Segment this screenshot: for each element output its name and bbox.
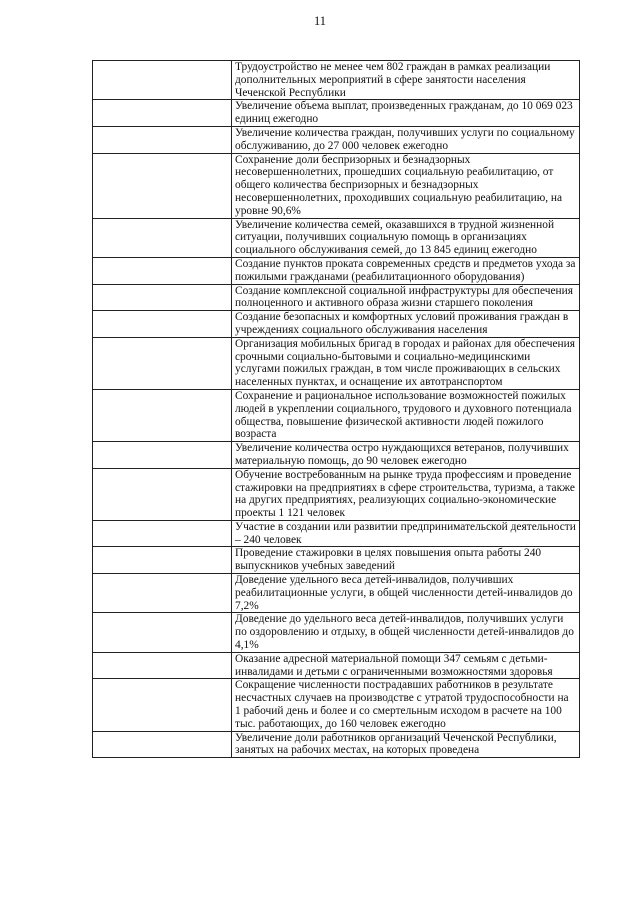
right-cell <box>232 520 580 547</box>
left-cell <box>93 520 232 547</box>
outcome-text: Увеличение объема выплат, произведенных гражданам, до 10 069 023 единиц ежегодно <box>235 100 573 126</box>
left-cell <box>93 679 232 731</box>
left-cell <box>93 311 232 338</box>
outcomes-table-body <box>93 61 580 758</box>
right-cell <box>232 284 580 311</box>
right-cell <box>232 126 580 153</box>
left-cell <box>93 257 232 284</box>
table-row <box>93 613 580 652</box>
right-cell <box>232 652 580 679</box>
outcome-text: Организация мобильных бригад в городах и районах для обеспечения срочными социально-бытовыми и социально-медицинскими услугами пожилых граждан, в том числе проживающих в сельских населенных пунктах, и оснащение их автотранспортом <box>235 337 575 389</box>
table-row <box>93 468 580 520</box>
left-cell <box>93 61 232 100</box>
outcome-text: Доведение удельного веса детей-инвалидов, получивших реабилитационные услуги, в общей численности детей-инвалидов до 7,2% <box>235 574 573 612</box>
outcomes-table <box>92 60 580 758</box>
right-cell <box>232 468 580 520</box>
right-cell <box>232 547 580 574</box>
table-row <box>93 153 580 218</box>
table-row <box>93 218 580 257</box>
outcome-text: Сокращение численности пострадавших работников в результате несчастных случаев на производстве с утратой трудоспособности на 1 рабочий день и более и со смертельным исходом в расчете на 100 тыс. работающих, до 160 человек ежегодно <box>235 679 569 730</box>
left-cell <box>93 389 232 441</box>
outcome-text: Доведение до удельного веса детей-инвалидов, получивших услуги по оздоровлению и отдыху, в общей численности детей-инвалидов до 4,1% <box>235 613 574 652</box>
table-row <box>93 547 580 574</box>
table-row <box>93 100 580 127</box>
table-row <box>93 284 580 311</box>
right-cell <box>232 389 580 441</box>
right-cell <box>232 61 580 100</box>
table-row <box>93 311 580 338</box>
left-cell <box>93 284 232 311</box>
left-cell <box>93 613 232 652</box>
table-row <box>93 257 580 284</box>
outcome-text: Сохранение доли беспризорных и безнадзорных несовершеннолетних, прошедших социальную реабилитацию, от общего количества беспризорных и безнадзорных несовершеннолетних, проходивших социальную реабилитацию, на уровне 90,6% <box>235 153 563 217</box>
outcome-text: Создание комплексной социальной инфраструктуры для обеспечения полноценного и активного образа жизни старшего поколения <box>235 284 573 310</box>
right-cell <box>232 153 580 218</box>
right-cell <box>232 613 580 652</box>
left-cell <box>93 652 232 679</box>
outcome-text: Увеличение количества граждан, получивших услуги по социальному обслуживанию, до 27 000 человек ежегодно <box>235 126 575 152</box>
right-cell <box>232 574 580 613</box>
left-cell <box>93 337 232 389</box>
outcome-text: Увеличение доли работников организаций Чеченской Республики, занятых на рабочих местах, на которых проведена <box>235 731 557 757</box>
right-cell <box>232 679 580 731</box>
table-row <box>93 61 580 100</box>
left-cell <box>93 731 232 758</box>
left-cell <box>93 547 232 574</box>
right-cell <box>232 731 580 758</box>
right-cell <box>232 257 580 284</box>
right-cell <box>232 100 580 127</box>
outcome-text: Увеличение количества остро нуждающихся ветеранов, получивших материальную помощь, до 90 человек ежегодно <box>235 442 569 467</box>
outcome-text: Создание безопасных и комфортных условий проживания граждан в учреждениях социального обслуживания населения <box>235 311 569 336</box>
left-cell <box>93 126 232 153</box>
outcome-text: Трудоустройство не менее чем 802 граждан в рамках реализации дополнительных мероприятий в сфере занятости населения Чеченской Республики <box>235 61 551 99</box>
right-cell <box>232 311 580 338</box>
right-cell <box>232 218 580 257</box>
outcome-text: Сохранение и рациональное использование возможностей пожилых людей в укреплении социального, трудового и духовного потенциала общества, повышение физической активности людей пожилого возраста <box>235 389 572 441</box>
outcome-text: Создание пунктов проката современных средств и предметов ухода за пожилыми гражданами (реабилитационного оборудования) <box>235 257 576 283</box>
left-cell <box>93 218 232 257</box>
left-cell <box>93 574 232 613</box>
table-row <box>93 574 580 613</box>
left-cell <box>93 153 232 218</box>
outcome-text: Обучение востребованным на рынке труда профессиям и проведение стажировки на предприятиях в сфере строительства, туризма, а также на других предприятиях, реализующих социально-экономические проекты 1 121 человек <box>235 468 575 520</box>
table-row <box>93 520 580 547</box>
outcome-text: Проведение стажировки в целях повышения опыта работы 240 выпускников учебных заведений <box>235 547 542 573</box>
table-row <box>93 652 580 679</box>
page-number: 11 <box>313 14 327 28</box>
outcome-text: Увеличение количества семей, оказавшихся в трудной жизненной ситуации, получивших социальную помощь в организациях социального обслуживания семей, до 13 845 единиц ежегодно <box>235 218 555 257</box>
right-cell <box>232 337 580 389</box>
table-row <box>93 679 580 731</box>
right-cell <box>232 442 580 469</box>
table-row <box>93 337 580 389</box>
left-cell <box>93 100 232 127</box>
table-row <box>93 442 580 469</box>
table-row <box>93 126 580 153</box>
left-cell <box>93 468 232 520</box>
outcome-text: Оказание адресной материальной помощи 347 семьям с детьми-инвалидами и детьми с ограниченными возможностями здоровья <box>235 652 553 678</box>
left-cell <box>93 442 232 469</box>
table-row <box>93 389 580 441</box>
outcome-text: Участие в создании или развитии предпринимательской деятельности – 240 человек <box>235 520 576 546</box>
table-row <box>93 731 580 758</box>
